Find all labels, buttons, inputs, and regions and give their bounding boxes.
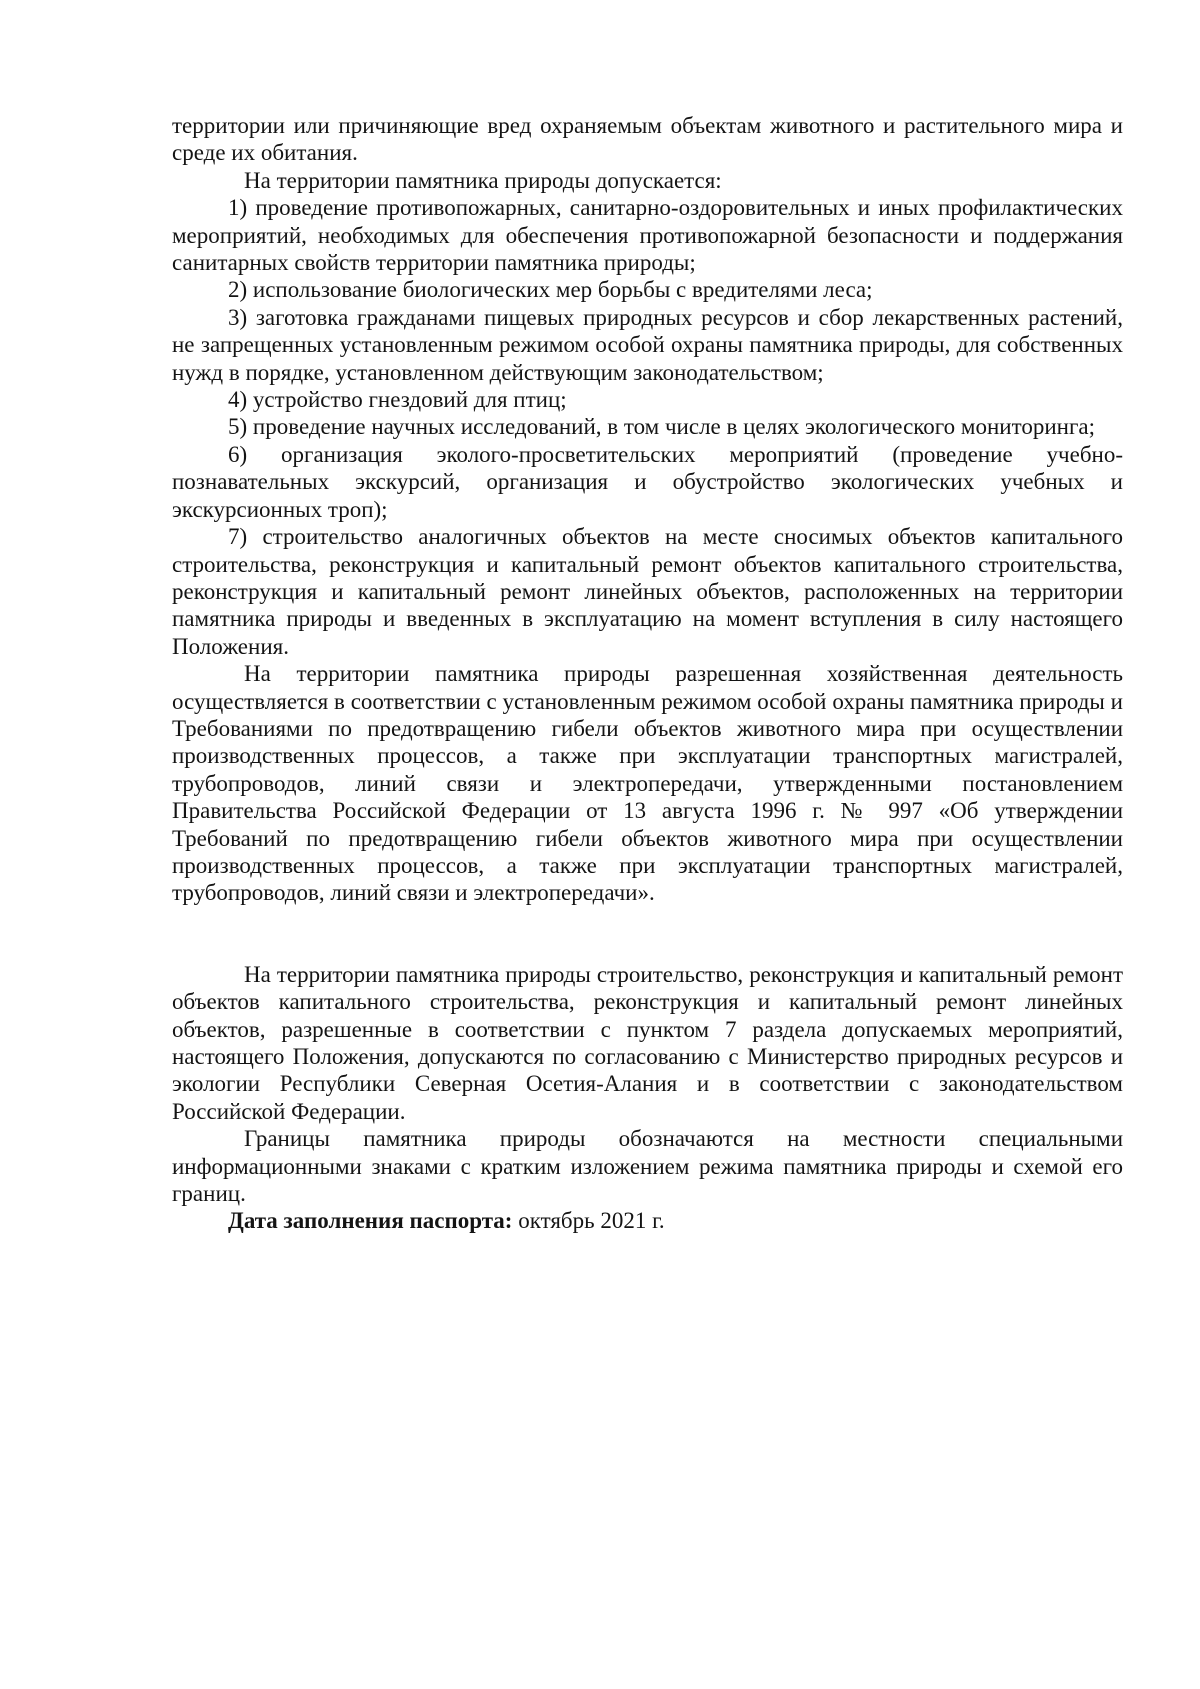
list-item-7: 7) строительство аналогичных объектов на месте сносимых объектов капитального строительства, реконструкция и капитальный ремонт объектов капитального строительства, реконструкция и капитальный ремонт линейных объектов, расположенных на территории памятника природы и введенных в эксплуатацию на момент вступления в силу настоящего Положения.	[172, 524, 1123, 659]
list-item-4: 4) устройство гнездовий для птиц;	[228, 387, 567, 413]
paragraph-economic-activity: На территории памятника природы разрешенная хозяйственная деятельность осуществляется в соответствии с установленным режимом особой охраны памятника природы и Требованиями по предотвращению гибели объектов животного мира при осуществлении производственных процессов, а также при эксплуатации транспортных магистралей, трубопроводов, линий связи и электропередачи, утвержденными постановлением Правительства Российской Федерации от 13 августа 1996 г. № 997 «Об утверждении Требований по предотвращению гибели объектов животного мира при осуществлении производственных процессов, а также при эксплуатации транспортных магистралей, трубопроводов, линий связи и электропередачи».	[172, 661, 1123, 906]
date-label: Дата заполнения паспорта:	[228, 1208, 513, 1234]
paragraph-construction: На территории памятника природы строительство, реконструкция и капитальный ремонт объектов капитального строительства, реконструкция и капитальный ремонт линейных объектов, разрешенные в соответствии с пунктом 7 раздела допускаемых мероприятий, настоящего Положения, допускаются по согласованию с Министерство природных ресурсов и экологии Республики Северная Осетия-Алания и в соответствии с законодательством Российской Федерации.	[172, 961, 1123, 1124]
list-item-1: 1) проведение противопожарных, санитарно-оздоровительных и иных профилактических мероприятий, необходимых для обеспечения противопожарной безопасности и поддержания санитарных свойств территории памятника природы;	[172, 195, 1123, 276]
date-value: октябрь 2021 г.	[512, 1208, 665, 1234]
list-item-5: 5) проведение научных исследований, в том числе в целях экологического мониторинга;	[228, 414, 1095, 440]
paragraph-boundaries: Границы памятника природы обозначаются на местности специальными информационными знаками с кратким изложением режима памятника природы и схемой его границ.	[172, 1126, 1123, 1207]
list-item-3: 3) заготовка гражданами пищевых природных ресурсов и сбор лекарственных растений, не запрещенных установленным режимом особой охраны памятника природы, для собственных нужд в порядке, установленном действующим законодательством;	[172, 304, 1123, 385]
document-page	[172, 112, 1123, 1235]
paragraph-allowed-heading: На территории памятника природы допускается:	[244, 167, 722, 193]
date-line	[172, 1207, 1123, 1234]
paragraph-continuation: территории или причиняющие вред охраняемым объектам животного и растительного мира и среде их обитания.	[172, 113, 1123, 166]
list-item-6: 6) организация эколого-просветительских мероприятий (проведение учебно-познавательных экскурсий, организация и обустройство экологических учебных и экскурсионных троп);	[172, 441, 1123, 522]
list-item-2: 2) использование биологических мер борьбы с вредителями леса;	[228, 277, 873, 303]
blank-gap	[172, 907, 1123, 961]
